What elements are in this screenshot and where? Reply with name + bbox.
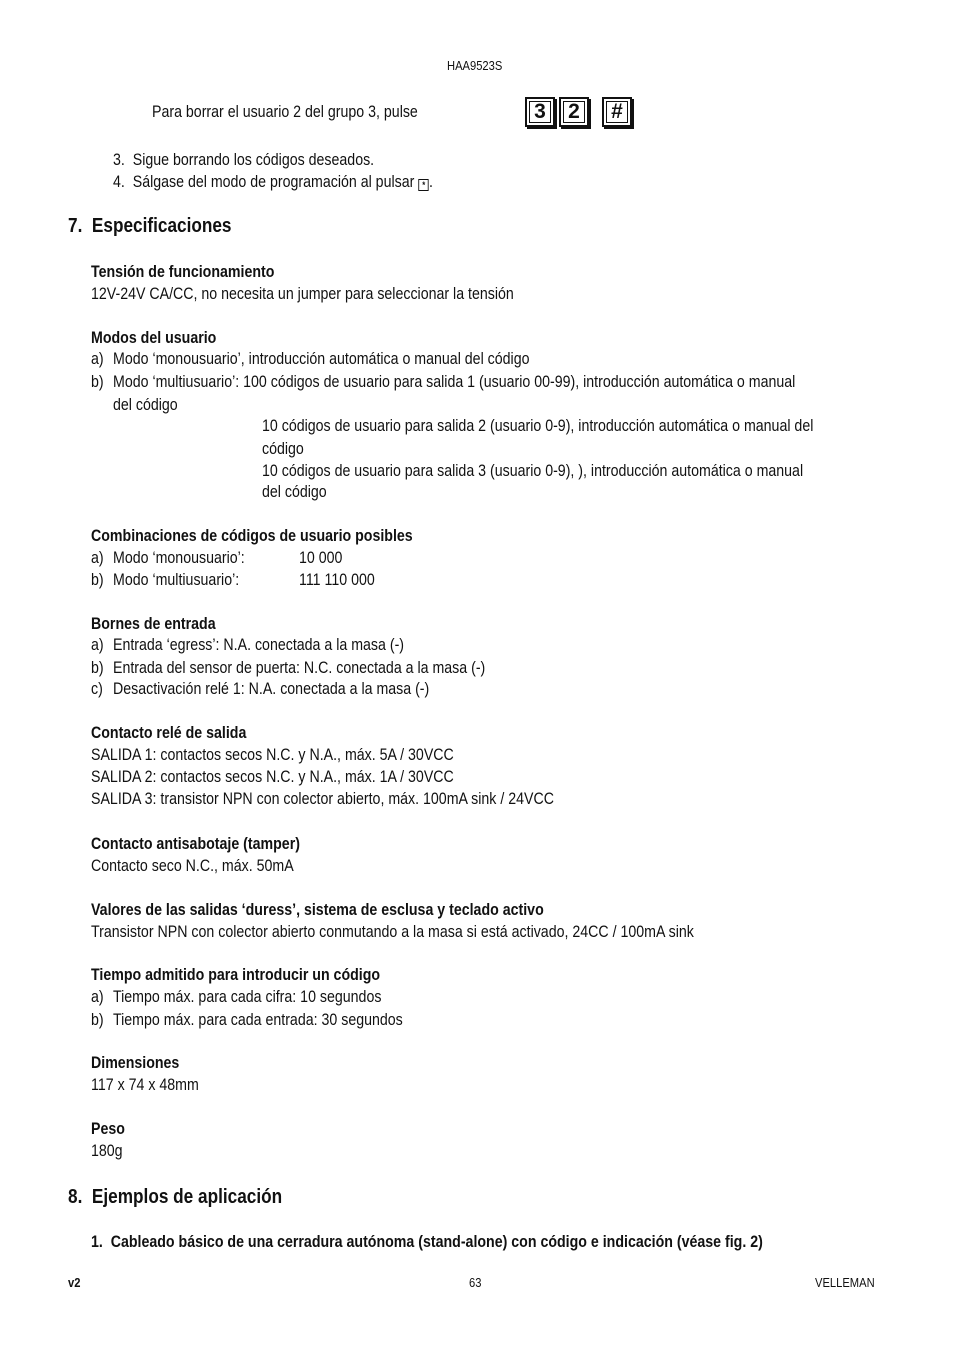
comb-b-label: b) [91, 571, 104, 589]
valores-text: Transistor NPN con colector abierto conmutando a la masa si está activado, 24CC / 100mA sink [91, 923, 694, 941]
item-label: a) [91, 988, 104, 1006]
section-7-heading [68, 213, 232, 239]
tiempo-a-text: Tiempo máx. para cada cifra: 10 segundos [113, 988, 382, 1006]
footer-page-number: 63 [469, 1275, 482, 1290]
combinaciones-heading: Combinaciones de códigos de usuario posibles [91, 527, 413, 545]
section-title: Especificaciones [91, 215, 232, 237]
modos-b-line1: Modo ‘multiusuario’: 100 códigos de usuario para salida 1 (usuario 00-99), introducción automática o manual [113, 373, 796, 391]
footer-brand: VELLEMAN [815, 1275, 875, 1290]
list-item [91, 657, 104, 679]
step-number: 3. [113, 151, 125, 169]
step-text: Sálgase del modo de programación al pulsar [132, 173, 415, 191]
step-end: . [428, 173, 433, 191]
key-sequence [525, 97, 637, 131]
list-item [91, 986, 104, 1008]
footer-version: v2 [68, 1275, 81, 1290]
comb-a-value: 10 000 [299, 549, 343, 567]
tiempo-heading: Tiempo admitido para introducir un código [91, 966, 381, 984]
rele-line: SALIDA 2: contactos secos N.C. y N.A., máx. 1A / 30VCC [91, 768, 454, 786]
antisabotaje-text: Contacto seco N.C., máx. 50mA [91, 857, 294, 875]
modos-a-label: a) [91, 350, 104, 368]
section-number: 8. [68, 1186, 83, 1208]
bornes-c-text: Desactivación relé 1: N.A. conectada a la masa (-) [113, 680, 430, 698]
section-title: Ejemplos de aplicación [91, 1186, 283, 1208]
peso-text: 180g [91, 1142, 123, 1160]
item-label: b) [91, 659, 104, 677]
key-hash-icon: # [602, 97, 632, 127]
dimensiones-text: 117 x 74 x 48mm [91, 1076, 199, 1094]
modos-a-text: Modo ‘monousuario’, introducción automática o manual del código [113, 350, 530, 368]
key-2-icon: 2 [559, 97, 589, 127]
comb-b-value: 111 110 000 [299, 571, 375, 589]
antisabotaje-heading: Contacto antisabotaje (tamper) [91, 835, 300, 853]
item-label: a) [91, 636, 104, 654]
subsection-heading [91, 1231, 763, 1253]
subsection-number: 1. [91, 1233, 103, 1251]
list-item [91, 1009, 104, 1031]
modos-b-line3: 10 códigos de usuario para salida 2 (usuario 0-9), introducción automática o manual del [262, 417, 814, 435]
subsection-title: Cableado básico de una cerradura autónoma (stand-alone) con código e indicación (véase fig. 2) [110, 1233, 763, 1251]
bornes-heading: Bornes de entrada [91, 615, 216, 633]
valores-heading: Valores de las salidas ‘duress’, sistema de esclusa y teclado activo [91, 901, 544, 919]
modos-heading: Modos del usuario [91, 329, 217, 347]
comb-a-text: Modo ‘monousuario’: [113, 549, 245, 567]
rele-heading: Contacto relé de salida [91, 724, 247, 742]
item-label: b) [91, 1011, 104, 1029]
list-item [91, 678, 103, 700]
delete-instruction: Para borrar el usuario 2 del grupo 3, pulse [152, 103, 418, 121]
modos-b-line2: del código [113, 396, 178, 414]
list-item [91, 634, 104, 656]
step-number: 4. [113, 173, 125, 191]
tension-heading: Tensión de funcionamiento [91, 263, 275, 281]
dimensiones-heading: Dimensiones [91, 1054, 180, 1072]
modos-b-line6: del código [262, 483, 327, 501]
list-item [113, 171, 433, 193]
star-key-icon: * [419, 179, 429, 191]
step-text: Sigue borrando los códigos deseados. [132, 151, 375, 169]
tension-text: 12V-24V CA/CC, no necesita un jumper para seleccionar la tensión [91, 285, 514, 303]
peso-heading: Peso [91, 1120, 125, 1138]
bornes-a-text: Entrada ‘egress’: N.A. conectada a la masa (-) [113, 636, 405, 654]
key-3-icon: 3 [525, 97, 555, 127]
section-number: 7. [68, 215, 83, 237]
rele-line: SALIDA 1: contactos secos N.C. y N.A., máx. 5A / 30VCC [91, 746, 454, 764]
header-model: HAA9523S [447, 58, 503, 73]
comb-a-label: a) [91, 549, 104, 567]
section-8-heading [68, 1184, 282, 1210]
item-label: c) [91, 680, 103, 698]
bornes-b-text: Entrada del sensor de puerta: N.C. conectada a la masa (-) [113, 659, 486, 677]
tiempo-b-text: Tiempo máx. para cada entrada: 30 segundos [113, 1011, 403, 1029]
modos-b-line5: 10 códigos de usuario para salida 3 (usuario 0-9), ), introducción automática o manual [262, 462, 804, 480]
comb-b-text: Modo ‘multiusuario’: [113, 571, 240, 589]
modos-b-label: b) [91, 373, 104, 391]
rele-line: SALIDA 3: transistor NPN con colector abierto, máx. 100mA sink / 24VCC [91, 790, 554, 808]
modos-b-line4: código [262, 440, 304, 458]
list-item [113, 149, 374, 171]
